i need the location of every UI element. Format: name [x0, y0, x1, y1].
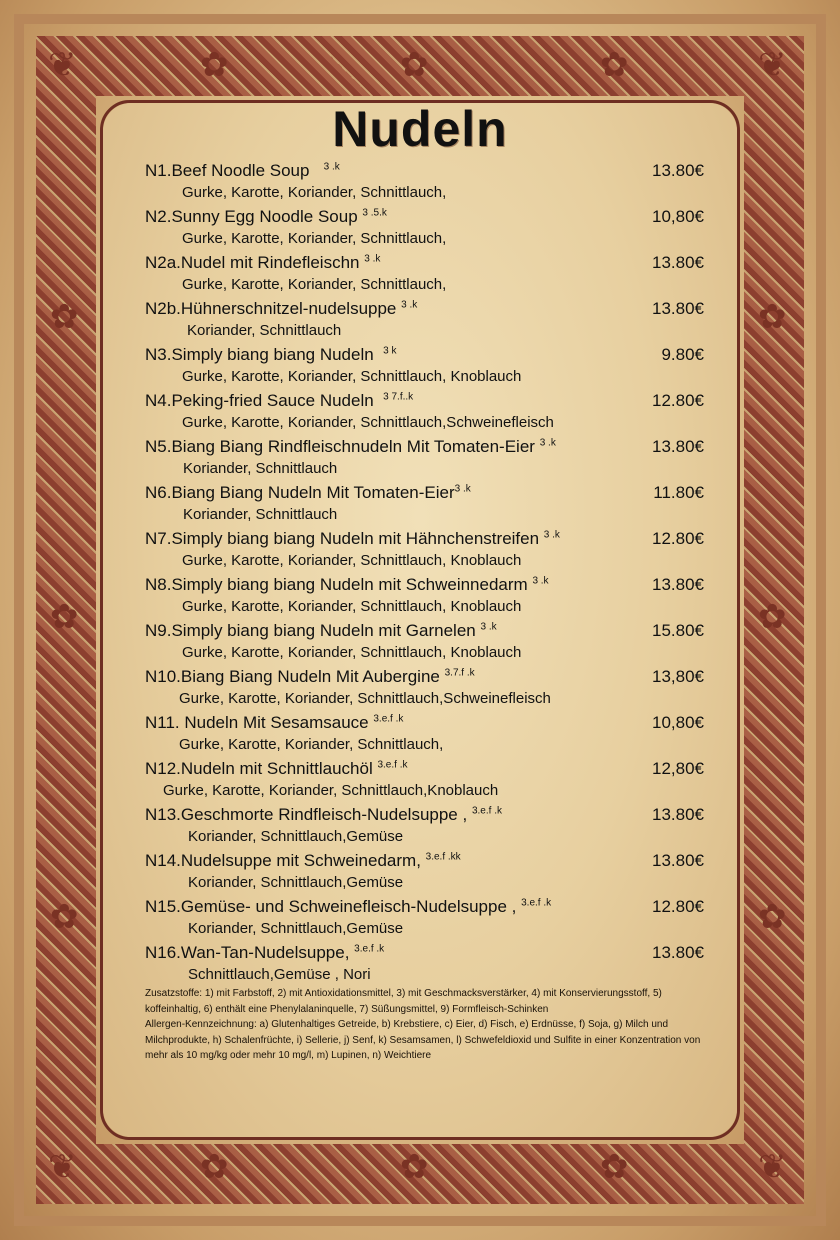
item-allergens: 3 7.f..k — [383, 391, 414, 403]
item-description: Schnittlauch,Gemüse , Nori — [188, 966, 371, 983]
item-name: N15.Gemüse- und Schweinefleisch-Nudelsuppe , — [145, 897, 517, 916]
border-ornament-icon: ✿ — [400, 45, 429, 85]
item-description: Gurke, Karotte, Koriander, Schnittlauch, — [179, 736, 444, 753]
item-description: Koriander, Schnittlauch — [183, 460, 338, 477]
item-allergens: 3 .5.k — [362, 207, 387, 219]
menu-item — [145, 759, 710, 805]
menu-item — [145, 299, 710, 345]
item-allergens: 3 k — [383, 345, 397, 357]
item-description: Gurke, Karotte, Koriander, Schnittlauch, — [182, 230, 447, 247]
item-allergens: 3.e.f .kk — [425, 851, 461, 863]
item-name: N12.Nudeln mit Schnittlauchöl — [145, 759, 373, 778]
item-description: Gurke, Karotte, Koriander, Schnittlauch,Schweinefleisch — [182, 414, 554, 431]
menu-item — [145, 253, 710, 299]
item-allergens: 3.e.f .k — [377, 759, 408, 771]
item-price: 13.80€ — [652, 851, 704, 870]
item-price: 12.80€ — [652, 391, 704, 410]
item-price: 13,80€ — [652, 667, 704, 686]
item-description: Gurke, Karotte, Koriander, Schnittlauch, Knoblauch — [182, 552, 522, 569]
item-description: Koriander, Schnittlauch,Gemüse — [188, 874, 404, 891]
menu-item — [145, 437, 710, 483]
item-allergens: 3.e.f .k — [521, 897, 552, 909]
corner-ornament-icon: ❦ — [758, 45, 787, 85]
item-name: N2b.Hühnerschnitzel-nudelsuppe — [145, 299, 397, 318]
item-price: 13.80€ — [652, 437, 704, 456]
item-name: N7.Simply biang biang Nudeln mit Hähnchenstreifen — [145, 529, 540, 548]
item-allergens: 3.7.f .k — [444, 667, 475, 679]
item-allergens: 3 .k — [364, 253, 381, 265]
menu-title: Nudeln — [332, 101, 508, 157]
item-name: N8.Simply biang biang Nudeln mit Schweinnedarm — [145, 575, 528, 594]
menu-item — [145, 345, 710, 391]
menu-item-list — [145, 161, 710, 989]
menu-item — [145, 391, 710, 437]
item-name: N2.Sunny Egg Noodle Soup — [145, 207, 358, 226]
item-description: Koriander, Schnittlauch — [187, 322, 342, 339]
menu-item — [145, 161, 710, 207]
menu-item — [145, 207, 710, 253]
item-allergens: 3 .k — [480, 621, 497, 633]
border-ornament-icon: ✿ — [200, 45, 229, 85]
item-description: Gurke, Karotte, Koriander, Schnittlauch, Knoblauch — [182, 598, 522, 615]
item-name: N6.Biang Biang Nudeln Mit Tomaten-Eier — [145, 483, 455, 502]
item-price: 10,80€ — [652, 713, 704, 732]
item-price: 15.80€ — [652, 621, 704, 640]
item-allergens: 3 .k — [454, 483, 471, 495]
item-allergens: 3 .k — [539, 437, 556, 449]
item-price: 12.80€ — [652, 897, 704, 916]
item-name: N11. Nudeln Mit Sesamsauce — [145, 713, 369, 732]
item-allergens: 3.e.f .k — [373, 713, 404, 725]
footnotes — [145, 986, 705, 1064]
item-name: N2a.Nudel mit Rindefleischn — [145, 253, 360, 272]
menu-item — [145, 851, 710, 897]
item-price: 13.80€ — [652, 299, 704, 318]
item-price: 12,80€ — [652, 759, 704, 778]
item-description: Koriander, Schnittlauch — [183, 506, 338, 523]
item-price: 13.80€ — [652, 943, 704, 962]
item-name: N10.Biang Biang Nudeln Mit Aubergine — [145, 667, 440, 686]
item-allergens: 3.e.f .k — [471, 805, 502, 817]
border-ornament-icon: ✿ — [200, 1147, 229, 1187]
item-allergens: 3 .k — [401, 299, 418, 311]
item-allergens: 3.e.f .k — [354, 943, 385, 955]
menu-item — [145, 713, 710, 759]
border-ornament-icon: ✿ — [50, 897, 79, 937]
item-price: 11.80€ — [653, 483, 704, 502]
item-price: 13.80€ — [652, 575, 704, 594]
item-description: Gurke, Karotte, Koriander, Schnittlauch,Schweinefleisch — [179, 690, 551, 707]
item-description: Gurke, Karotte, Koriander, Schnittlauch, Knoblauch — [182, 644, 522, 661]
border-ornament-icon: ✿ — [50, 597, 79, 637]
item-price: 13.80€ — [652, 253, 704, 272]
menu-item — [145, 667, 710, 713]
item-price: 10,80€ — [652, 207, 704, 226]
item-description: Gurke, Karotte, Koriander, Schnittlauch,Knoblauch — [163, 782, 499, 799]
menu-item — [145, 897, 710, 943]
corner-ornament-icon: ❦ — [48, 1147, 77, 1187]
item-price: 9.80€ — [661, 345, 704, 364]
menu-item — [145, 943, 710, 989]
menu-item — [145, 483, 710, 529]
item-allergens: 3 .k — [532, 575, 549, 587]
item-name: N16.Wan-Tan-Nudelsuppe, — [145, 943, 350, 962]
item-name: N9.Simply biang biang Nudeln mit Garnelen — [145, 621, 476, 640]
item-name: N1.Beef Noodle Soup — [145, 161, 310, 180]
menu-item — [145, 575, 710, 621]
border-ornament-icon: ✿ — [758, 297, 787, 337]
border-ornament-icon: ✿ — [600, 45, 629, 85]
allergens-note: Allergen-Kennzeichnung: a) Glutenhaltiges Getreide, b) Krebstiere, c) Eier, d) Fisch, e) Erdnüsse, f) Soja, g) Milch und Milchprodukte, h) Schalenfrüchte, i) Sellerie, j) Senf, k) Sesamsamen, l) Schwefeldioxid und Sulfite in einer Konzentration von mehr als 10 mg/kg oder mehr 10 mg/l, m) Lupinen, n) Weichtiere — [145, 1019, 701, 1061]
border-ornament-icon: ✿ — [50, 297, 79, 337]
item-allergens: 3 .k — [323, 161, 340, 173]
menu-item — [145, 529, 710, 575]
item-price: 12.80€ — [652, 529, 704, 548]
border-ornament-icon: ✿ — [600, 1147, 629, 1187]
border-ornament-icon: ✿ — [758, 597, 787, 637]
item-name: N13.Geschmorte Rindfleisch-Nudelsuppe , — [145, 805, 468, 824]
item-price: 13.80€ — [652, 805, 704, 824]
menu-item — [145, 621, 710, 667]
menu-item — [145, 805, 710, 851]
item-description: Gurke, Karotte, Koriander, Schnittlauch, — [182, 184, 447, 201]
border-ornament-icon: ✿ — [400, 1147, 429, 1187]
item-description: Koriander, Schnittlauch,Gemüse — [188, 828, 404, 845]
additives-note: Zusatzstoffe: 1) mit Farbstoff, 2) mit Antioxidationsmittel, 3) mit Geschmacksverstärker, 4) mit Konservierungsstoff, 5) koffeinhaltig, 6) enthält eine Phenylalaninquelle, 7) Süßungsmittel, 9) Formfleisch-Schinken — [145, 988, 662, 1015]
corner-ornament-icon: ❦ — [758, 1147, 787, 1187]
item-name: N5.Biang Biang Rindfleischnudeln Mit Tomaten-Eier — [145, 437, 535, 456]
item-allergens: 3 .k — [543, 529, 560, 541]
item-name: N14.Nudelsuppe mit Schweinedarm, — [145, 851, 421, 870]
item-description: Gurke, Karotte, Koriander, Schnittlauch, Knoblauch — [182, 368, 522, 385]
corner-ornament-icon: ❦ — [48, 45, 77, 85]
item-name: N4.Peking-fried Sauce Nudeln — [145, 391, 374, 410]
item-name: N3.Simply biang biang Nudeln — [145, 345, 374, 364]
border-ornament-icon: ✿ — [758, 897, 787, 937]
item-description: Gurke, Karotte, Koriander, Schnittlauch, — [182, 276, 447, 293]
item-price: 13.80€ — [652, 161, 704, 180]
item-description: Koriander, Schnittlauch,Gemüse — [188, 920, 404, 937]
